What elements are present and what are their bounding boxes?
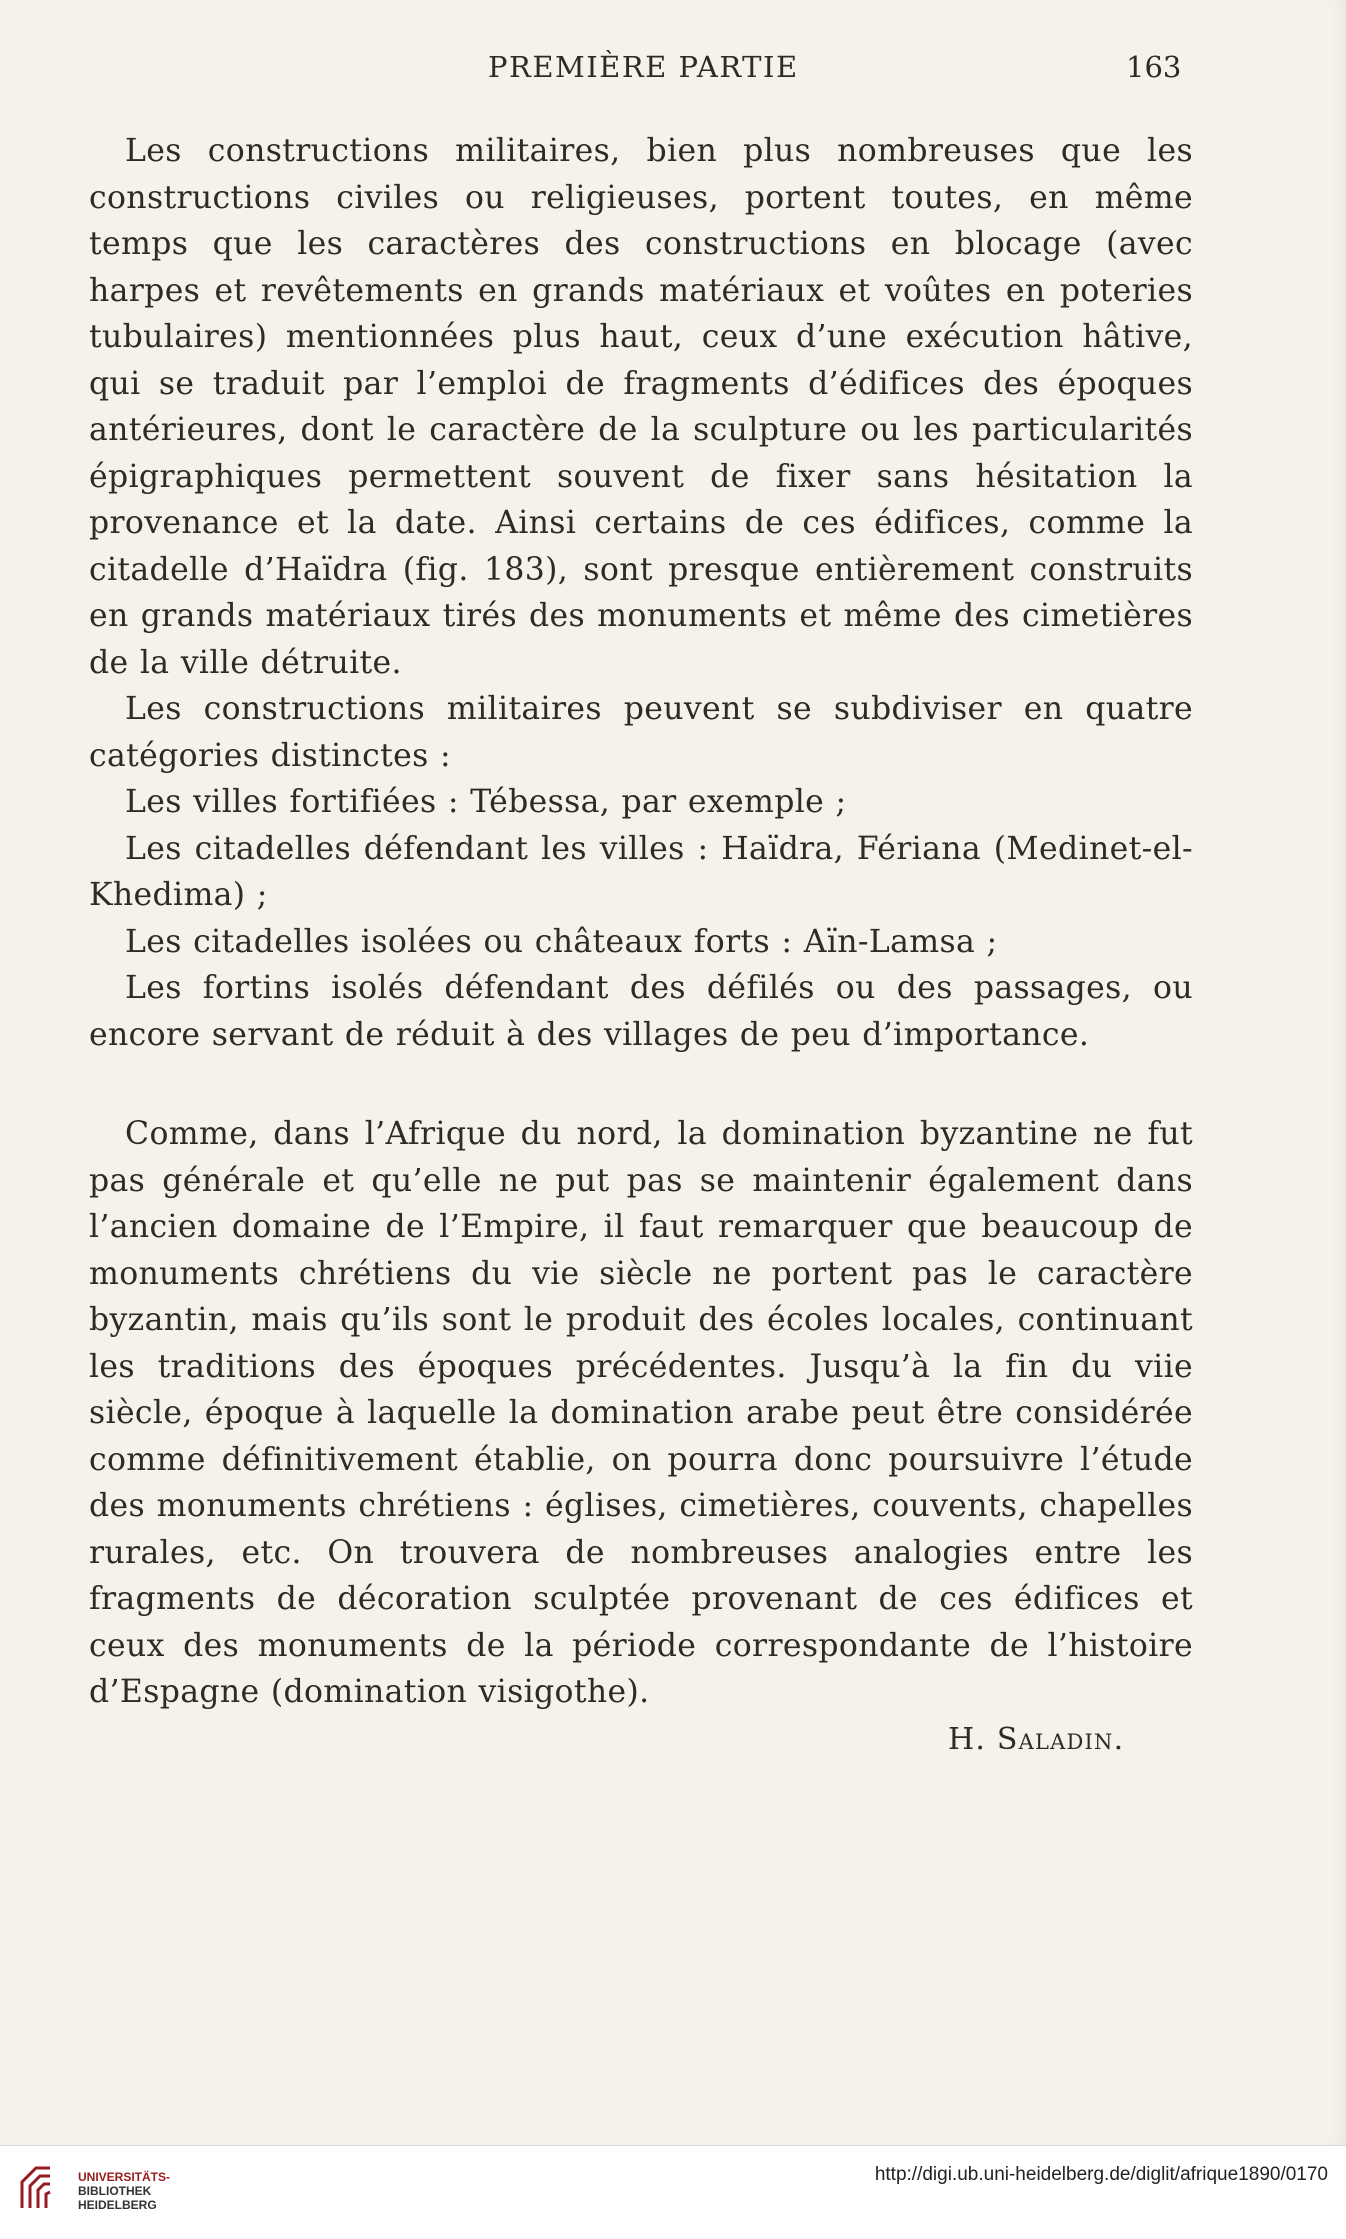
- library-name: [78, 2170, 170, 2212]
- paragraph: Les constructions militaires peuvent se subdiviser en quatre catégories distinctes :: [89, 691, 1193, 774]
- library-name-line: BIBLIOTHEK: [78, 2184, 152, 2198]
- page-header: [0, 50, 1346, 90]
- paragraph: Les citadelles isolées ou châteaux forts : Aïn-Lamsa ;: [125, 923, 998, 960]
- paragraph: Comme, dans l’Afrique du nord, la domination byzantine ne fut pas générale et qu’elle ne put pas se maintenir également dans l’ancien domaine de l’Empire, il faut remarquer que beaucoup de monuments chrétiens du vie siècle ne portent pas le caractère byzantin, mais qu’ils sont le produit des écoles locales, continuant les traditions des époques précédentes. Jusqu’à la fin du viie siècle, époque à laquelle la domination arabe peut être considérée comme définitivement établie, on pourra donc poursuivre l’étude des monuments chrétiens : églises, cimetières, couvents, chapelles rurales, etc. On trouvera de nombreuses analogies entre les fragments de décoration sculptée provenant de ces édifices et ceux des monuments de la période correspondante de l’histoire d’Espagne (domination visigothe).: [89, 1116, 1193, 1710]
- paragraph: Les constructions militaires, bien plus nombreuses que les constructions civiles ou religieuses, portent toutes, en même temps que les caractères des constructions en blocage (avec harpes et revêtements en grands matériaux et voûtes en poteries tubulaires) mentionnées plus haut, ceux d’une exécution hâtive, qui se traduit par l’emploi de fragments d’édifices des époques antérieures, dont le caractère de la sculpture ou les particularités épigraphiques permettent souvent de fixer sans hésitation la provenance et la date. Ainsi certains de ces édifices, comme la citadelle d’Haïdra (fig. 183), sont presque entièrement construits en grands matériaux tirés des monuments et même des cimetières de la ville détruite.: [89, 133, 1193, 681]
- library-name-line: HEIDELBERG: [78, 2198, 157, 2212]
- body-text-section-1: [89, 128, 1193, 1058]
- signature-name: Saladin.: [996, 1722, 1125, 1757]
- author-signature: [948, 1722, 1124, 1757]
- library-name-line: UNIVERSITÄTS-: [78, 2170, 171, 2184]
- viewer-footer: [0, 2145, 1346, 2239]
- page-number: 163: [1126, 50, 1182, 84]
- body-text-section-2: [89, 1111, 1193, 1716]
- running-head: PREMIÈRE PARTIE: [488, 50, 799, 84]
- source-url-link[interactable]: http://digi.ub.uni-heidelberg.de/diglit/afrique1890/0170: [874, 2164, 1328, 2185]
- paragraph: Les citadelles défendant les villes : Haïdra, Fériana (Medinet-el-Khedima) ;: [89, 830, 1193, 913]
- paragraph: Les villes fortifiées : Tébessa, par exemple ;: [125, 784, 847, 820]
- library-logo-icon: [16, 2160, 70, 2214]
- paragraph: Les fortins isolés défendant des défilés ou des passages, ou encore servant de réduit à des villages de peu d’importance.: [89, 970, 1193, 1053]
- signature-initial: H.: [948, 1722, 997, 1757]
